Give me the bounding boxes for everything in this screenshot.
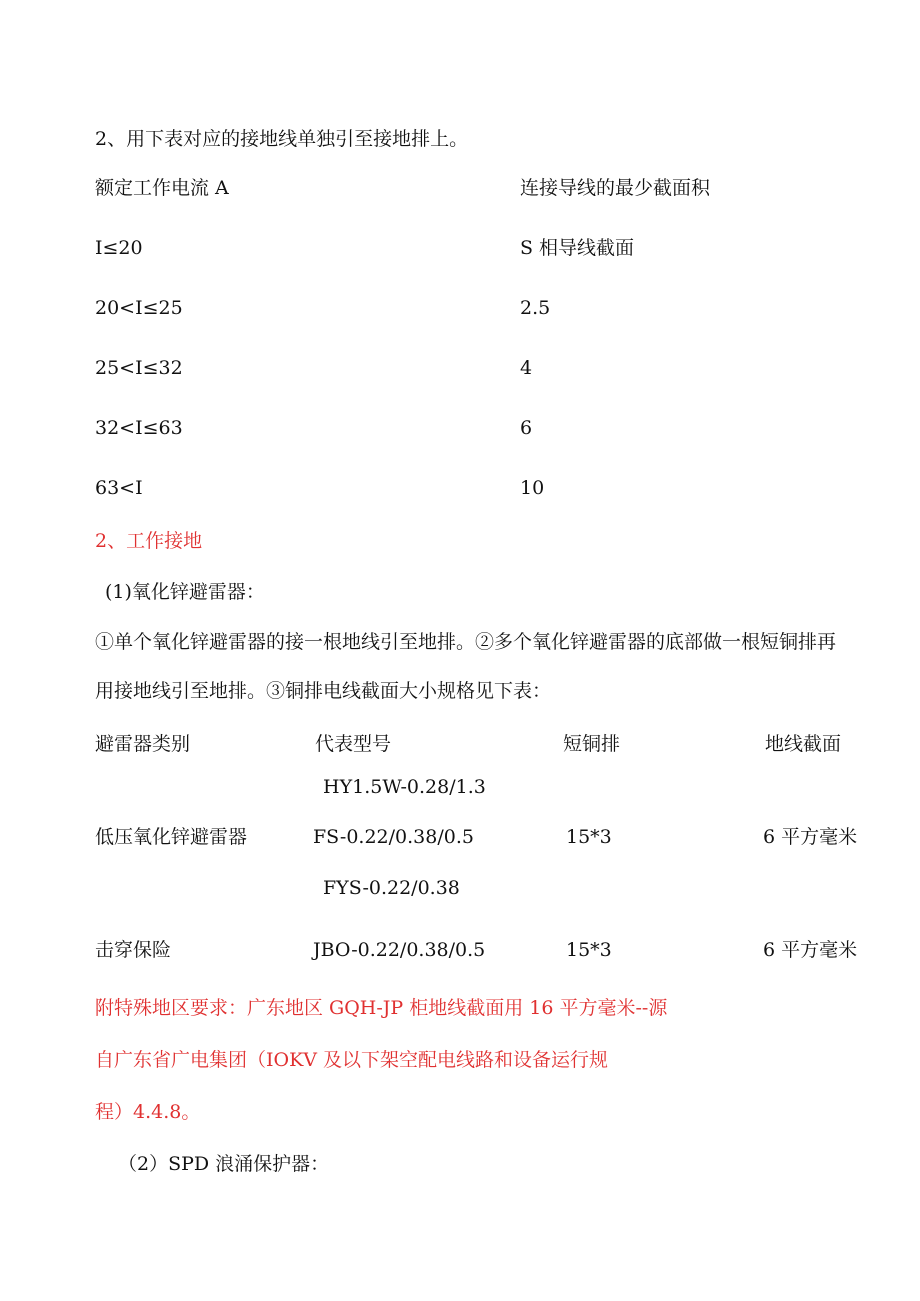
table-cell: I≤20: [95, 237, 143, 259]
arrester-table-header: 短铜排: [563, 733, 621, 755]
arrester-table-header: 地线截面: [765, 733, 842, 755]
table-cell: 32<I≤63: [95, 417, 183, 439]
table-cell: 63<I: [95, 477, 143, 499]
note-line: 程）4.4.8。: [95, 1101, 201, 1123]
table-cell: 15*3: [566, 826, 612, 848]
paragraph-line: 用接地线引至地排。③铜排电线截面大小规格见下表：: [95, 680, 552, 702]
table-cell: 6 平方毫米: [763, 826, 858, 848]
arrester-table-header: 避雷器类别: [95, 733, 191, 755]
table-cell: 6 平方毫米: [763, 939, 858, 961]
table-cell: HY1.5W-0.28/1.3: [323, 776, 486, 798]
table-cell: 4: [520, 357, 533, 379]
table-cell: S 相导线截面: [520, 237, 635, 259]
table-cell: 击穿保险: [95, 939, 172, 961]
current-table-header-section: 连接导线的最少截面积: [520, 177, 711, 199]
table-cell: 15*3: [566, 939, 612, 961]
current-table-header-current: 额定工作电流 A: [95, 177, 229, 199]
section-heading: 2、工作接地: [95, 530, 203, 552]
note-line: 附特殊地区要求：广东地区 GQH-JP 柜地线截面用 16 平方毫米--源: [95, 997, 668, 1019]
table-cell: 6: [520, 417, 533, 439]
arrester-table-header: 代表型号: [315, 733, 392, 755]
intro-text: 2、用下表对应的接地线单独引至接地排上。: [95, 128, 469, 150]
table-cell: FYS-0.22/0.38: [323, 877, 460, 899]
table-cell: JBO-0.22/0.38/0.5: [313, 939, 486, 961]
table-cell: 25<I≤32: [95, 357, 183, 379]
subheading-spd: （2）SPD 浪涌保护器：: [118, 1153, 330, 1175]
table-cell: 2.5: [520, 297, 551, 319]
table-cell: 低压氧化锌避雷器: [95, 826, 248, 848]
subheading-zinc-oxide: (1)氧化锌避雷器：: [105, 581, 265, 603]
paragraph-line: ①单个氧化锌避雷器的接一根地线引至地排。②多个氧化锌避雷器的底部做一根短铜排再: [95, 631, 837, 653]
table-cell: 20<I≤25: [95, 297, 183, 319]
note-line: 自广东省广电集团（IOKV 及以下架空配电线路和设备运行规: [95, 1049, 609, 1071]
table-cell: FS-0.22/0.38/0.5: [313, 826, 474, 848]
table-cell: 10: [520, 477, 545, 499]
